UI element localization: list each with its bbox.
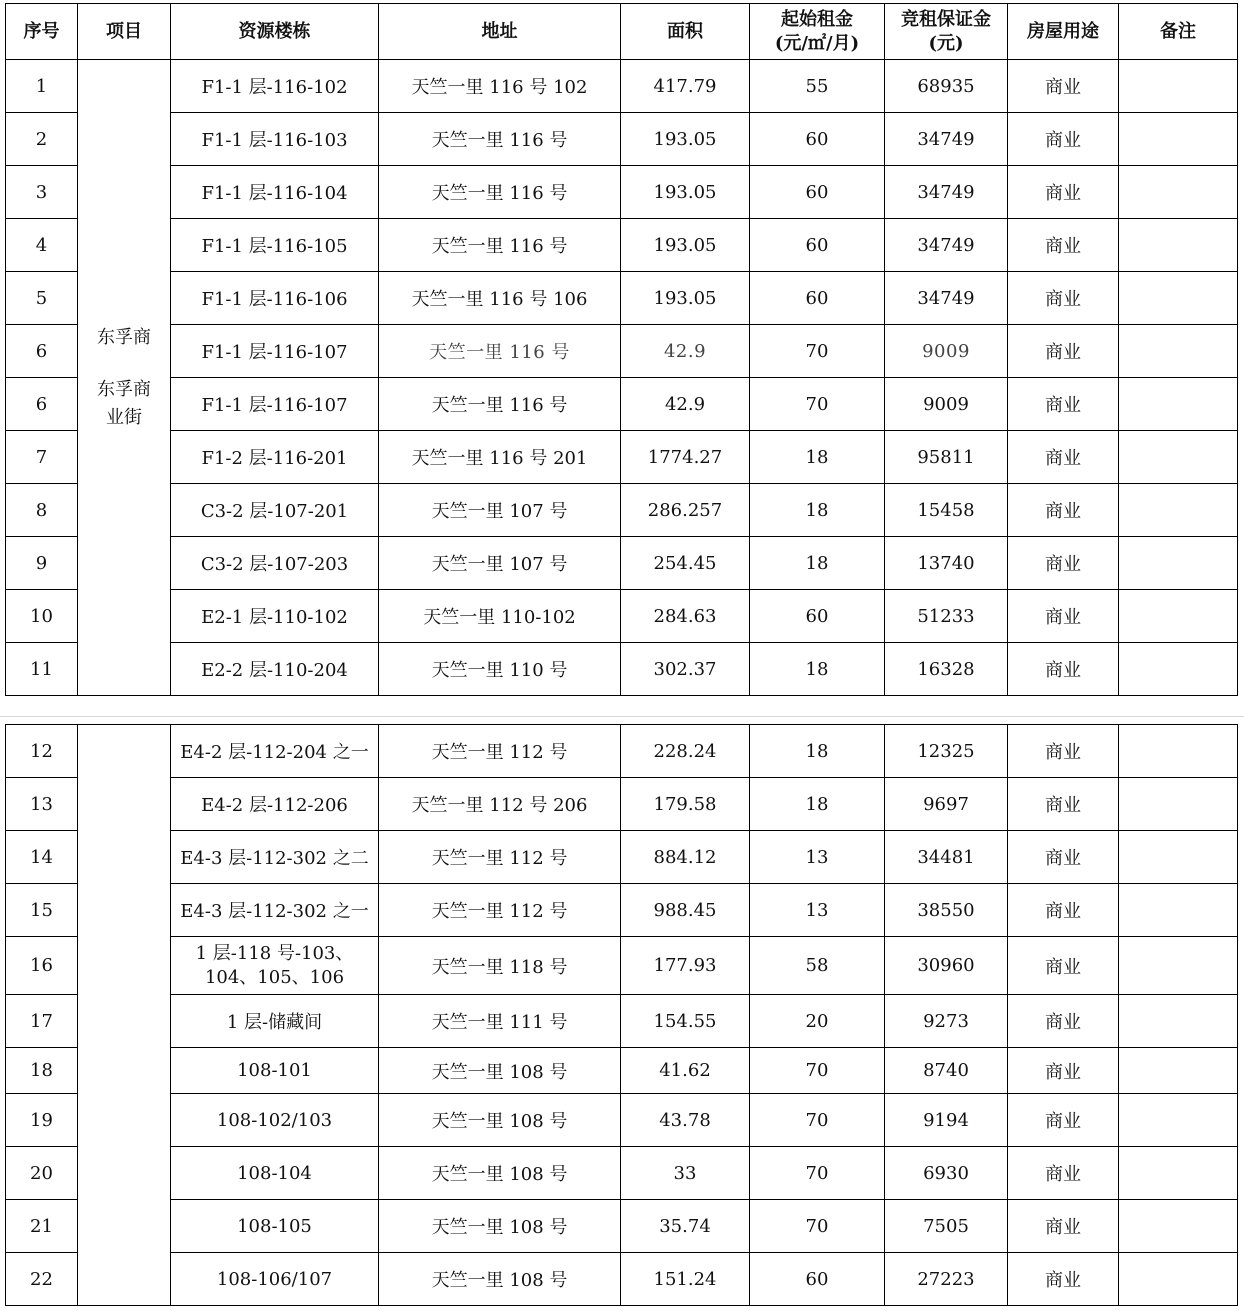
cell-address: 天竺一里 108 号 <box>379 1200 621 1253</box>
cell-area: 177.93 <box>621 937 750 995</box>
cell-rent: 70 <box>750 1094 885 1147</box>
cell-rent: 70 <box>750 378 885 431</box>
cell-no: 22 <box>6 1253 78 1306</box>
table-row <box>6 884 1238 937</box>
cell-area: 41.62 <box>621 1048 750 1094</box>
cell-deposit: 38550 <box>885 884 1008 937</box>
cell-deposit: 15458 <box>885 484 1008 537</box>
cell-no: 10 <box>6 590 78 643</box>
cell-no: 4 <box>6 219 78 272</box>
table-row <box>6 831 1238 884</box>
lease-table-part-2 <box>5 724 1238 1306</box>
cell-building: 1 层-储藏间 <box>171 995 379 1048</box>
cell-deposit: 6930 <box>885 1147 1008 1200</box>
cell-address: 天竺一里 110-102 <box>379 590 621 643</box>
cell-usage: 商业 <box>1008 378 1119 431</box>
cell-usage: 商业 <box>1008 1094 1119 1147</box>
cell-deposit: 9697 <box>885 778 1008 831</box>
cell-usage: 商业 <box>1008 590 1119 643</box>
header-row <box>6 4 1238 60</box>
cell-address: 天竺一里 116 号 <box>379 166 621 219</box>
table-row <box>6 995 1238 1048</box>
cell-area: 417.79 <box>621 60 750 113</box>
cell-remark <box>1119 378 1238 431</box>
cell-rent: 13 <box>750 884 885 937</box>
cell-usage: 商业 <box>1008 166 1119 219</box>
cell-address: 天竺一里 108 号 <box>379 1094 621 1147</box>
cell-address: 天竺一里 116 号 <box>379 113 621 166</box>
cell-area: 43.78 <box>621 1094 750 1147</box>
cell-area: 33 <box>621 1147 750 1200</box>
table-row <box>6 1094 1238 1147</box>
cell-area: 988.45 <box>621 884 750 937</box>
cell-remark <box>1119 725 1238 778</box>
cell-address: 天竺一里 108 号 <box>379 1048 621 1094</box>
cell-deposit: 95811 <box>885 431 1008 484</box>
header-building: 资源楼栋 <box>171 4 379 60</box>
cell-remark <box>1119 1094 1238 1147</box>
cell-rent: 60 <box>750 590 885 643</box>
cell-rent: 18 <box>750 778 885 831</box>
cell-deposit: 9009 <box>885 325 1008 378</box>
cell-no: 15 <box>6 884 78 937</box>
table-row <box>6 378 1238 431</box>
table-row <box>6 219 1238 272</box>
cell-remark <box>1119 590 1238 643</box>
cell-address: 天竺一里 118 号 <box>379 937 621 995</box>
header-deposit-line2: (元) <box>928 32 964 54</box>
cell-usage: 商业 <box>1008 831 1119 884</box>
cell-rent: 60 <box>750 1253 885 1306</box>
cell-no: 3 <box>6 166 78 219</box>
table-row <box>6 325 1238 378</box>
header-usage: 房屋用途 <box>1008 4 1119 60</box>
cell-rent: 18 <box>750 725 885 778</box>
header-project: 项目 <box>78 4 171 60</box>
cell-remark <box>1119 537 1238 590</box>
cell-rent: 18 <box>750 537 885 590</box>
cell-no: 14 <box>6 831 78 884</box>
cell-rent: 60 <box>750 113 885 166</box>
project-line-c: 业街 <box>106 406 142 428</box>
table-row <box>6 484 1238 537</box>
cell-rent: 20 <box>750 995 885 1048</box>
cell-area: 193.05 <box>621 113 750 166</box>
cell-remark <box>1119 431 1238 484</box>
cell-deposit: 9009 <box>885 378 1008 431</box>
cell-building: 108-102/103 <box>171 1094 379 1147</box>
cell-address: 天竺一里 110 号 <box>379 643 621 696</box>
cell-remark <box>1119 778 1238 831</box>
cell-deposit: 27223 <box>885 1253 1008 1306</box>
table-row <box>6 1147 1238 1200</box>
cell-usage: 商业 <box>1008 1048 1119 1094</box>
header-address: 地址 <box>379 4 621 60</box>
cell-deposit: 9273 <box>885 995 1008 1048</box>
header-rent-line1: 起始租金 <box>781 8 853 30</box>
cell-rent: 70 <box>750 325 885 378</box>
cell-remark <box>1119 113 1238 166</box>
cell-deposit: 51233 <box>885 590 1008 643</box>
cell-remark <box>1119 1147 1238 1200</box>
cell-area: 42.9 <box>621 378 750 431</box>
cell-rent: 70 <box>750 1147 885 1200</box>
table-row <box>6 643 1238 696</box>
cell-remark <box>1119 1048 1238 1094</box>
cell-usage: 商业 <box>1008 1147 1119 1200</box>
cell-rent: 60 <box>750 272 885 325</box>
cell-address: 天竺一里 116 号 201 <box>379 431 621 484</box>
cell-no: 19 <box>6 1094 78 1147</box>
cell-building: 108-101 <box>171 1048 379 1094</box>
table-row <box>6 431 1238 484</box>
page-separator <box>0 716 1244 717</box>
cell-rent: 70 <box>750 1048 885 1094</box>
cell-rent: 60 <box>750 219 885 272</box>
cell-remark <box>1119 325 1238 378</box>
cell-address: 天竺一里 116 号 <box>379 325 621 378</box>
cell-area: 151.24 <box>621 1253 750 1306</box>
cell-area: 193.05 <box>621 166 750 219</box>
cell-deposit: 34749 <box>885 272 1008 325</box>
table-row <box>6 725 1238 778</box>
cell-usage: 商业 <box>1008 778 1119 831</box>
cell-area: 1774.27 <box>621 431 750 484</box>
header-remark: 备注 <box>1119 4 1238 60</box>
cell-building: E2-2 层-110-204 <box>171 643 379 696</box>
cell-deposit: 34481 <box>885 831 1008 884</box>
cell-area: 286.257 <box>621 484 750 537</box>
cell-remark <box>1119 166 1238 219</box>
cell-usage: 商业 <box>1008 219 1119 272</box>
cell-building: E4-2 层-112-206 <box>171 778 379 831</box>
cell-building: C3-2 层-107-203 <box>171 537 379 590</box>
cell-address: 天竺一里 116 号 106 <box>379 272 621 325</box>
cell-usage: 商业 <box>1008 537 1119 590</box>
cell-deposit: 30960 <box>885 937 1008 995</box>
cell-remark <box>1119 272 1238 325</box>
header-area: 面积 <box>621 4 750 60</box>
cell-deposit: 13740 <box>885 537 1008 590</box>
cell-remark <box>1119 884 1238 937</box>
cell-deposit: 8740 <box>885 1048 1008 1094</box>
cell-remark <box>1119 831 1238 884</box>
cell-area: 154.55 <box>621 995 750 1048</box>
cell-address: 天竺一里 107 号 <box>379 484 621 537</box>
cell-deposit: 34749 <box>885 113 1008 166</box>
cell-building: 108-105 <box>171 1200 379 1253</box>
cell-address: 天竺一里 112 号 <box>379 725 621 778</box>
cell-remark <box>1119 484 1238 537</box>
table-row <box>6 113 1238 166</box>
cell-usage: 商业 <box>1008 995 1119 1048</box>
cell-rent: 70 <box>750 1200 885 1253</box>
header-deposit <box>885 4 1008 60</box>
table-row <box>6 590 1238 643</box>
cell-rent: 18 <box>750 431 885 484</box>
cell-address: 天竺一里 108 号 <box>379 1147 621 1200</box>
cell-deposit: 34749 <box>885 219 1008 272</box>
cell-remark <box>1119 1200 1238 1253</box>
cell-address: 天竺一里 116 号 <box>379 219 621 272</box>
cell-no: 17 <box>6 995 78 1048</box>
cell-usage: 商业 <box>1008 325 1119 378</box>
lease-table-part-1 <box>5 3 1238 696</box>
cell-address: 天竺一里 108 号 <box>379 1253 621 1306</box>
cell-remark <box>1119 219 1238 272</box>
cell-usage: 商业 <box>1008 431 1119 484</box>
cell-building: 108-104 <box>171 1147 379 1200</box>
cell-rent: 58 <box>750 937 885 995</box>
cell-no: 20 <box>6 1147 78 1200</box>
cell-address: 天竺一里 112 号 206 <box>379 778 621 831</box>
cell-no: 12 <box>6 725 78 778</box>
project-line-a: 东孚商 <box>97 326 151 348</box>
table-row <box>6 537 1238 590</box>
cell-deposit: 7505 <box>885 1200 1008 1253</box>
cell-rent: 55 <box>750 60 885 113</box>
cell-remark <box>1119 995 1238 1048</box>
cell-usage: 商业 <box>1008 1253 1119 1306</box>
cell-no: 1 <box>6 60 78 113</box>
header-no: 序号 <box>6 4 78 60</box>
cell-usage: 商业 <box>1008 484 1119 537</box>
cell-address: 天竺一里 111 号 <box>379 995 621 1048</box>
cell-address: 天竺一里 112 号 <box>379 831 621 884</box>
cell-no: 16 <box>6 937 78 995</box>
cell-rent: 60 <box>750 166 885 219</box>
cell-usage: 商业 <box>1008 937 1119 995</box>
cell-deposit: 12325 <box>885 725 1008 778</box>
cell-no: 11 <box>6 643 78 696</box>
cell-usage: 商业 <box>1008 643 1119 696</box>
cell-usage: 商业 <box>1008 725 1119 778</box>
cell-deposit: 16328 <box>885 643 1008 696</box>
cell-usage: 商业 <box>1008 113 1119 166</box>
cell-area: 193.05 <box>621 272 750 325</box>
cell-building: E4-3 层-112-302 之一 <box>171 884 379 937</box>
cell-no: 6 <box>6 378 78 431</box>
cell-area: 179.58 <box>621 778 750 831</box>
table-row <box>6 778 1238 831</box>
cell-area: 35.74 <box>621 1200 750 1253</box>
project-line-b: 东孚商 <box>97 378 151 400</box>
cell-no: 7 <box>6 431 78 484</box>
cell-rent: 13 <box>750 831 885 884</box>
cell-building: 108-106/107 <box>171 1253 379 1306</box>
cell-no: 8 <box>6 484 78 537</box>
cell-address: 天竺一里 107 号 <box>379 537 621 590</box>
cell-building: F1-1 层-116-104 <box>171 166 379 219</box>
cell-usage: 商业 <box>1008 884 1119 937</box>
cell-building: E2-1 层-110-102 <box>171 590 379 643</box>
cell-area: 254.45 <box>621 537 750 590</box>
cell-area: 884.12 <box>621 831 750 884</box>
table-row <box>6 1200 1238 1253</box>
cell-no: 5 <box>6 272 78 325</box>
cell-area: 42.9 <box>621 325 750 378</box>
cell-area: 302.37 <box>621 643 750 696</box>
cell-building: 1 层-118 号-103、104、105、106 <box>171 937 379 995</box>
cell-project <box>78 60 171 696</box>
table-row <box>6 1253 1238 1306</box>
cell-building: E4-3 层-112-302 之二 <box>171 831 379 884</box>
cell-building: F1-1 层-116-106 <box>171 272 379 325</box>
cell-area: 284.63 <box>621 590 750 643</box>
cell-remark <box>1119 643 1238 696</box>
cell-building: F1-1 层-116-107 <box>171 325 379 378</box>
table-row <box>6 1048 1238 1094</box>
cell-no: 2 <box>6 113 78 166</box>
cell-building: F1-2 层-116-201 <box>171 431 379 484</box>
cell-usage: 商业 <box>1008 1200 1119 1253</box>
cell-building: E4-2 层-112-204 之一 <box>171 725 379 778</box>
cell-remark <box>1119 937 1238 995</box>
header-deposit-line1: 竞租保证金 <box>901 8 991 30</box>
cell-rent: 18 <box>750 643 885 696</box>
cell-building: F1-1 层-116-103 <box>171 113 379 166</box>
cell-no: 9 <box>6 537 78 590</box>
cell-rent: 18 <box>750 484 885 537</box>
cell-building: C3-2 层-107-201 <box>171 484 379 537</box>
cell-project <box>78 725 171 1306</box>
cell-no: 21 <box>6 1200 78 1253</box>
cell-address: 天竺一里 116 号 102 <box>379 60 621 113</box>
cell-deposit: 68935 <box>885 60 1008 113</box>
cell-area: 228.24 <box>621 725 750 778</box>
cell-building: F1-1 层-116-105 <box>171 219 379 272</box>
table-row <box>6 937 1238 995</box>
table-row <box>6 166 1238 219</box>
header-rent <box>750 4 885 60</box>
cell-address: 天竺一里 112 号 <box>379 884 621 937</box>
cell-usage: 商业 <box>1008 272 1119 325</box>
cell-usage: 商业 <box>1008 60 1119 113</box>
header-rent-line2: (元/㎡/月) <box>774 32 860 54</box>
cell-area: 193.05 <box>621 219 750 272</box>
cell-no: 13 <box>6 778 78 831</box>
cell-no: 18 <box>6 1048 78 1094</box>
cell-remark <box>1119 60 1238 113</box>
cell-remark <box>1119 1253 1238 1306</box>
table-row <box>6 272 1238 325</box>
cell-building: F1-1 层-116-107 <box>171 378 379 431</box>
cell-deposit: 9194 <box>885 1094 1008 1147</box>
cell-no: 6 <box>6 325 78 378</box>
cell-address: 天竺一里 116 号 <box>379 378 621 431</box>
table-row <box>6 60 1238 113</box>
cell-building: F1-1 层-116-102 <box>171 60 379 113</box>
cell-deposit: 34749 <box>885 166 1008 219</box>
